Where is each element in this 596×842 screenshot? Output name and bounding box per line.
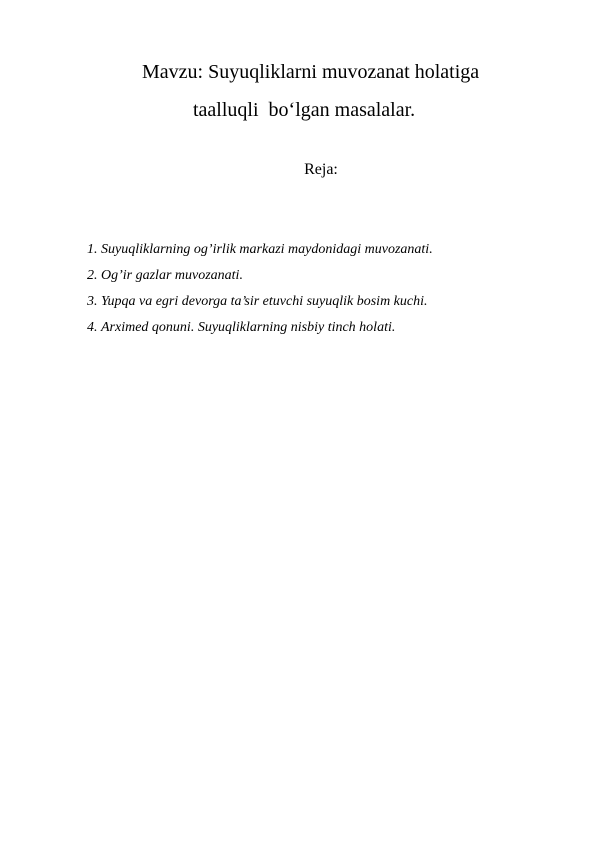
plan-heading: Reja: <box>304 161 338 178</box>
plan-item-1 <box>87 237 557 263</box>
plan-item-number: 2. <box>87 268 98 283</box>
plan-item-text: Arximed qonuni. Suyuqliklarning nisbiy tinch holati. <box>101 320 396 335</box>
document-title-line-1: Mavzu: Suyuqliklarni muvozanat holatiga <box>142 61 480 83</box>
plan-item-4 <box>87 315 557 341</box>
plan-item-3 <box>87 289 557 315</box>
plan-item-number: 1. <box>87 242 98 257</box>
plan-list <box>87 237 557 341</box>
plan-item-text: Suyuqliklarning og’irlik markazi maydonidagi muvozanati. <box>101 242 433 257</box>
document-title-line-2: taalluqli bo‘lgan masalalar. <box>193 99 416 121</box>
plan-item-number: 4. <box>87 320 98 335</box>
plan-item-number: 3. <box>87 294 98 309</box>
plan-item-text: Yupqa va egri devorga ta’sir etuvchi suyuqlik bosim kuchi. <box>101 294 428 309</box>
plan-item-text: Og’ir gazlar muvozanati. <box>101 268 243 283</box>
plan-item-2 <box>87 263 557 289</box>
